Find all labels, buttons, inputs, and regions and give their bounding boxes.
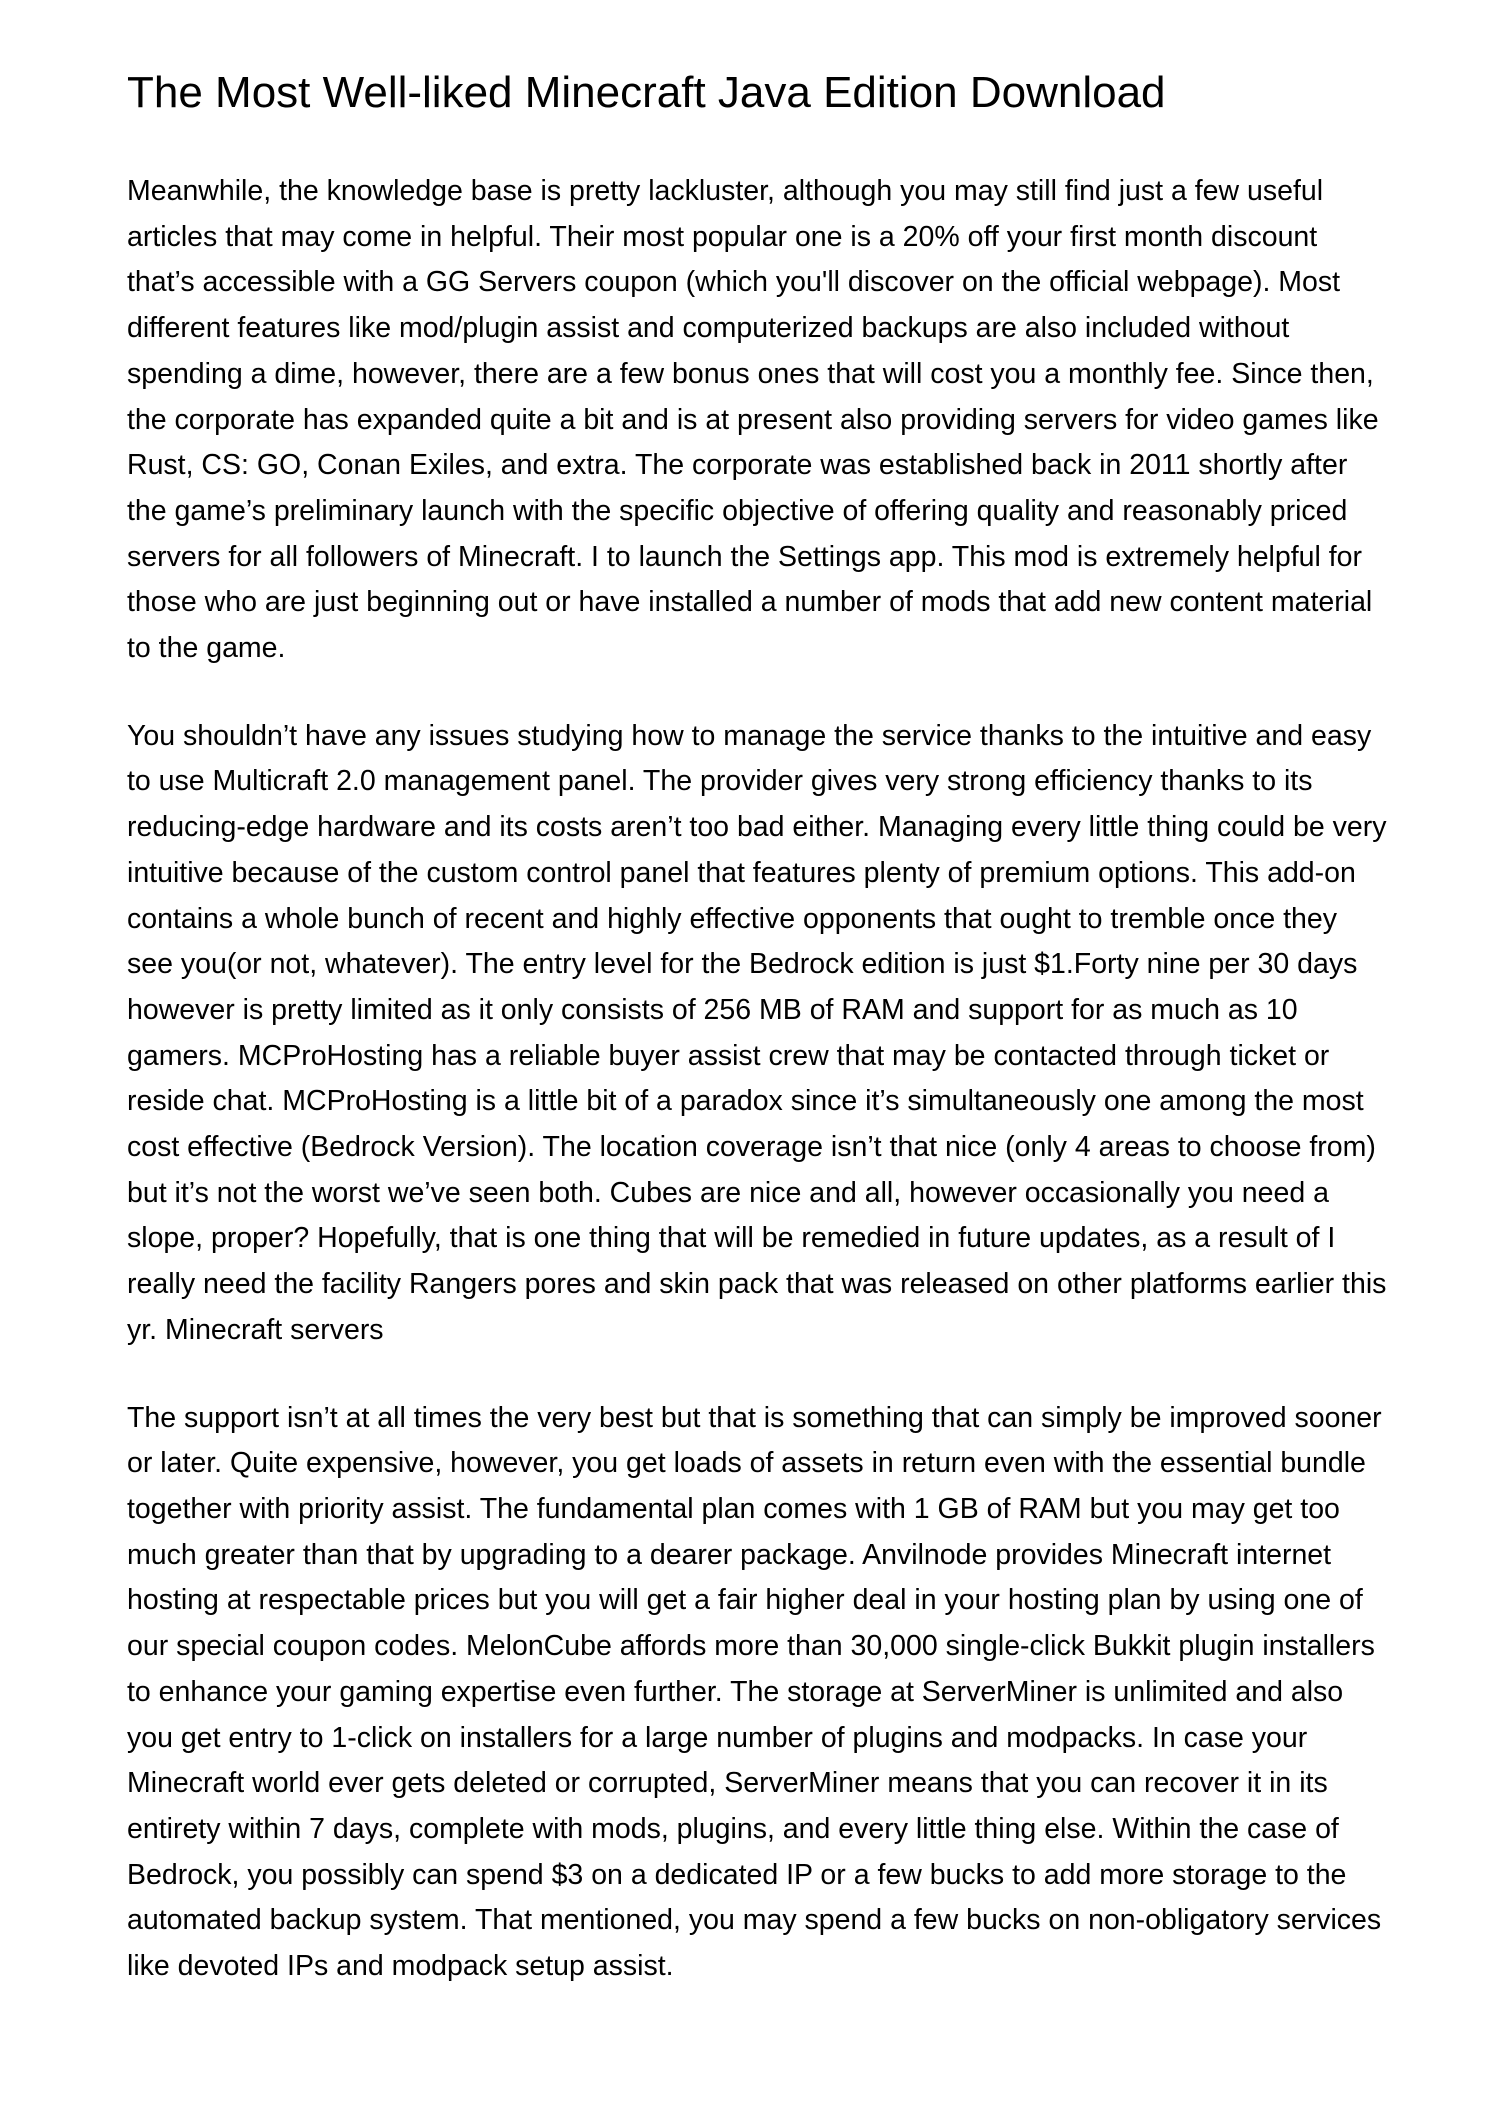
paragraph-1: Meanwhile, the knowledge base is pretty lackluster, although you may still find just a few useful articles that may come in helpful. Their most popular one is a 20% off your first month discount that’s accessible with a GG Servers coupon (which you'll discover on the official webpage). Most different features like mod/plugin assist and computerized backups are also included without spending a dime, however, there are a few bonus ones that will cost you a monthly fee. Since then, the corporate has expanded quite a bit and is at present also providing servers for video games like Rust, CS: GO, Conan Exiles, and extra. The corporate was established back in 2011 shortly after the game’s preliminary launch with the specific objective of offering quality and reasonably priced servers for all followers of Minecraft. I to launch the Settings app. This mod is extremely helpful for those who are just beginning out or have installed a number of mods that add new content material to the game. — [127, 175, 1379, 665]
paragraph-2: You shouldn’t have any issues studying how to manage the service thanks to the intuitive and easy to use Multicraft 2.0 management panel. The provider gives very strong efficiency thanks to its reducing-edge hardware and its costs aren’t too bad either. Managing every little thing could be very intuitive because of the custom control panel that features plenty of premium options. This add-on contains a whole bunch of recent and highly effective opponents that ought to tremble once they see you(or not, whatever). The entry level for the Bedrock edition is just $1.Forty nine per 30 days however is pretty limited as it only consists of 256 MB of RAM and support for as much as 10 gamers. MCProHosting has a reliable buyer assist crew that may be contacted through ticket or reside chat. MCProHosting is a little bit of a paradox since it’s simultaneously one among the most cost effective (Bedrock Version). The location coverage isn’t that nice (only 4 areas to choose from) but it’s not the worst we’ve seen both. Cubes are nice and all, however occasionally you need a slope, proper? Hopefully, that is one thing that will be remedied in future updates, as a result of I really need the facility Rangers pores and skin pack that was released on other platforms earlier this yr. Minecraft servers — [127, 719, 1387, 1346]
document-page — [127, 62, 1387, 2032]
paragraph-3: The support isn’t at all times the very best but that is something that can simply be improved sooner or later. Quite expensive, however, you get loads of assets in return even with the essential bundle together with priority assist. The fundamental plan comes with 1 GB of RAM but you may get too much greater than that by upgrading to a dearer package. Anvilnode provides Minecraft internet hosting at respectable prices but you will get a fair higher deal in your hosting plan by using one of our special coupon codes. MelonCube affords more than 30,000 single-click Bukkit plugin installers to enhance your gaming expertise even further. The storage at ServerMiner is unlimited and also you get entry to 1-click on installers for a large number of plugins and modpacks. In case your Minecraft world ever gets deleted or corrupted, ServerMiner means that you can recover it in its entirety within 7 days, complete with mods, plugins, and every little thing else. Within the case of Bedrock, you possibly can spend $3 on a dedicated IP or a few bucks to add more storage to the automated backup system. That mentioned, you may spend a few bucks on non-obligatory services like devoted IPs and modpack setup assist. — [127, 1401, 1382, 1983]
page-title: The Most Well-liked Minecraft Java Edition Download — [127, 68, 1166, 117]
